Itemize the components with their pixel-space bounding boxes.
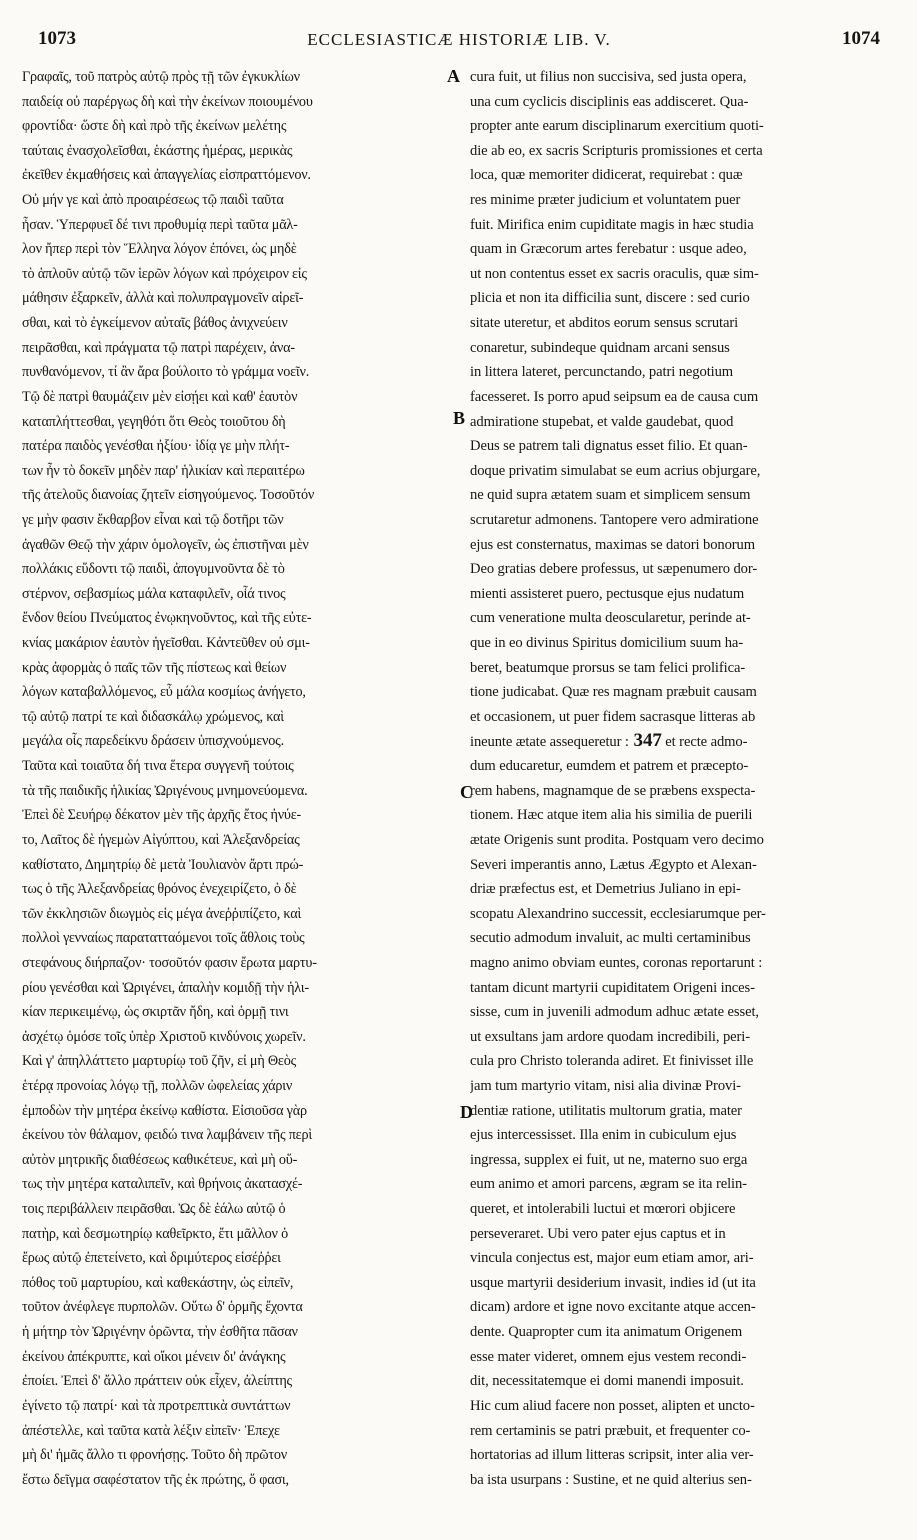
latin-text-line: loca, quæ memoriter didicerat, requirebat : quæ [470,167,743,184]
latin-text-line: Deo gratias debere professus, ut sæpenumero dor- [470,561,758,578]
right-page-number: 1074 [842,28,880,49]
greek-text-line: κρὰς ἀφορμὰς ὁ παῖς τῶν τῆς πίστεως καὶ θείων [22,659,287,676]
latin-text-line: dit, necessitatemque ei domi manendi imposuit. [470,1373,744,1390]
latin-text-line: una cum cyclicis disciplinis eas addisceret. Qua- [470,93,749,110]
greek-text-line: ταύταις ἐνασχολεῖσθαι, ἑκάστης ἡμέρας, μερικὰς [22,142,293,159]
greek-text-line: στεφάνους διήρπαζον· τοσοῦτόν φασιν ἔρωτα μαρτυ- [22,954,317,971]
latin-text-line: admiratione stupebat, et valde gaudebat, quod [470,413,734,430]
greek-text-line: ρίου γενέσθαι καὶ Ὠριγένει, ἁπαλὴν κομιδῇ τὴν ἡλι- [22,979,309,996]
greek-text-line: Καὶ γ' ἀπηλλάττετο μαρτυρίῳ τοῦ ζῆν, εἰ μὴ Θεὸς [22,1053,297,1070]
greek-text-line: μὴ δι' ἡμᾶς ἄλλο τι φρονήσῃς. Τοῦτο δὴ πρῶτον [22,1447,288,1464]
latin-text-line: plicia et non ita difficilia sunt, discere : sed curio [470,290,750,307]
latin-text-line: tionem. Hæc atque item alia his similia de puerili [470,807,753,824]
latin-text-line: ut exsultans jam ardore quodam incredibili, peri- [470,1028,750,1045]
latin-text-line: ejus intercessisset. Illa enim in cubiculum ejus [470,1127,737,1144]
latin-text-line: perseveraret. Ubi vero pater ejus captus et in [470,1225,726,1242]
latin-text-line: et occasionem, ut puer fidem sacrasque litteras ab [470,708,756,725]
greek-text-line: πολλοὶ γενναίως παρατατταόμενοι τοῖς ἄθλοις τοὺς [22,930,305,947]
greek-text-line: Ταῦτα καὶ τοιαῦτα δή τινα ἕτερα συγγενῆ τούτοις [22,758,294,775]
greek-text-line: μάθησιν ἐξαρκεῖν, ἀλλὰ καὶ πολυπραγμονεῖν αἱρεῖ- [22,290,304,307]
latin-text-line: mienti assisteret puero, pectusque ejus nudatum [470,585,745,602]
greek-text-line: ἔστω δεῖγμα σαφέστατον τῆς ἐκ πρώτης, ὅ φασι, [22,1471,289,1488]
greek-text-line: πόθος τοῦ μαρτυρίου, καὶ καθεκάστην, ὡς εἰπεῖν, [22,1274,294,1291]
latin-text-line: res minime præter judicium et voluntatem puer [470,192,741,209]
greek-text-line: κνίας μακάριον ἑαυτὸν ἡγεῖσθαι. Κἀντεῦθεν οὐ σμι- [22,635,310,652]
latin-text-line: rem certaminis se patri præbuit, et frequenter co- [470,1422,751,1439]
latin-text-line: sitate uteretur, et abditos eorum sensus scrutari [470,315,739,332]
greek-text-line: πειρᾶσθαι, καὶ πράγματα τῷ πατρὶ παρέχειν, ἀνα- [22,339,295,356]
greek-text-line: πυνθανόμενον, τί ἂν ἄρα βούλοιτο τὸ γράμμα νοεῖν. [22,364,310,381]
latin-text-line: vincula conjectus est, major eum etiam amor, ari- [470,1250,754,1267]
margin-marker-a: A [447,66,460,86]
latin-text-line: jam tum martyrio vitam, nisi alia divinæ Provi- [470,1077,741,1094]
latin-text-line: scrutaretur admonens. Tantopere vero admiratione [470,511,759,528]
latin-text-line: beret, beatumque prorsus se tam felici prolifica- [470,659,746,676]
greek-text-line: ἀγαθῶν Θεῷ τὴν χάριν ὁμολογεῖν, ὡς ἐπιστῆναι μὲν [22,536,309,553]
latin-text-line: in littera lateret, percunctando, patri negotium [470,364,734,381]
latin-text-line: dentiæ ratione, utilitatis multorum gratia, mater [470,1102,742,1119]
latin-text-line: facesseret. Is porro apud seipsum ea de causa cum [470,388,759,405]
greek-text-line: ἐκείνου τὸν θάλαμον, φειδώ τινα λαμβάνειν τῆς περὶ [22,1127,312,1144]
greek-text-line: Οὐ μήν γε καὶ ἀπὸ προαιρέσεως τῷ παιδὶ ταῦτα [22,192,284,209]
greek-text-line: κίαν περικειμένῳ, ὡς σκιρτᾶν ἤδη, καὶ ὁρμῇ τινι [22,1004,289,1021]
greek-text-line: ἐμποδὼν τὴν μητέρα ἐκείνῳ καθίστα. Εἰσιοῦσα γὰρ [22,1102,307,1119]
latin-text-line: magno animo obviam euntes, coronas reportarunt : [470,954,763,971]
greek-text-line: αὐτὸν μητρικῆς διαθέσεως καθικέτευε, καὶ μὴ οὕ- [22,1151,298,1168]
latin-text-line: usque martyrii desiderium invasit, indies id (ut ita [470,1274,756,1291]
greek-text-line: ἐποίει. Ἐπεὶ δ' ἄλλο πράττειν οὐκ εἶχεν, ἀλείπτης [22,1373,292,1390]
latin-text-line: ba ista usurpans : Sustine, et ne quid alterius sen- [470,1471,752,1488]
latin-text-line: cula pro Christo toleranda adiret. Et finivisset ille [470,1053,754,1070]
margin-marker-d: D [460,1102,473,1122]
inline-page-reference: 347 [628,730,662,752]
greek-text-line: τῆς ἀτελοῦς διανοίας ζητεῖν εἰσηγούμενος. Τοσοῦτόν [22,487,315,504]
greek-text-line: ἀπέστελλε, καὶ ταῦτα κατὰ λέξιν εἰπεῖν· Ἐπεχε [22,1422,280,1439]
greek-text-line: Ἐπεὶ δὲ Σευήρῳ δέκατον μὲν τῆς ἀρχῆς ἔτος ἠνύε- [22,807,302,824]
latin-text-line: die ab eo, ex sacris Scripturis promissiones et certa [470,142,763,159]
greek-text-line: καταπλήττεσθαι, γεγηθότι ὅτι Θεὸς τοιοῦτου δὴ [22,413,286,430]
latin-text-fragment: et recte admo- [661,734,748,751]
running-title: ECCLESIASTICÆ HISTORIÆ LIB. V. [307,30,611,49]
greek-text-line: ἀσχέτῳ ὁμόσε τοῖς ὑπὲρ Χριστοῦ κινδύνοις χωρεῖν. [22,1028,306,1045]
latin-text-line: eum animo et amori parcens, ægram se ita relin- [470,1176,747,1193]
latin-text-column [470,65,895,1492]
latin-text-line: sisse, cum in juvenili admodum adhuc ætate esset, [470,1004,759,1021]
greek-text-line: λον ἤπερ περὶ τὸν Ἕλληνα λόγον ἐπόνει, ὡς μηδὲ [22,241,297,258]
margin-marker-b: B [453,408,466,428]
latin-text-line: queret, et intolerabili luctui et mœrori objicere [470,1201,736,1218]
greek-text-line: ἐγίνετο τῷ πατρί· καὶ τὰ προτρεπτικὰ συντάττων [22,1397,291,1414]
latin-text-line: ne quid supra ætatem suam et simplicem sensum [470,487,751,504]
greek-text-line: λόγων καταβαλλόμενος, εὖ μάλα κοσμίως ἀνήγετο, [22,684,306,701]
greek-text-line: τῶν ἐκκλησιῶν διωγμὸς εἰς μέγα ἀνεῤῥιπίζετο, καὶ [22,905,302,922]
greek-text-line: πατὴρ, καὶ δεσμωτηρίῳ καθεῖρκτο, ἔτι μᾶλλον ὁ [22,1225,288,1242]
greek-text-line: Τῷ δὲ πατρὶ θαυμάζειν μὲν εἰσῄει καὶ καθ' ἑαυτὸν [22,388,298,405]
latin-text-line: ætate Origenis sunt prodita. Postquam vero decimo [470,831,764,848]
greek-text-line: ἦσαν. Ὑπερφυεῖ δέ τινι προθυμίᾳ περὶ ταῦτα μᾶλ- [22,216,298,233]
greek-text-line: πατέρα παιδὸς γενέσθαι ἠξίου· ἰδίᾳ γε μὴν πλήτ- [22,438,290,455]
greek-text-line: γε μὴν φασιν ἔκθαρβον εἶναι καὶ τῷ δοτῆρι τῶν [22,511,284,528]
latin-text-line: conaretur, subindeque quidnam arcani sensus [470,339,730,356]
latin-text-line: tione judicabat. Quæ res magnam præbuit causam [470,684,757,701]
latin-text-line: ingressa, supplex ei fuit, ut ne, materno suo erga [470,1151,748,1168]
latin-text-line: cum veneratione multa deoscularetur, perinde at- [470,610,751,627]
latin-text-line: driæ præfectus est, et Demetrius Juliano in epi- [470,881,741,898]
greek-text-line: τοῦτον ἀνέφλεγε πυρπολῶν. Οὕτω δ' ὁρμῆς ἔχοντα [22,1299,303,1316]
latin-text-line: dente. Quapropter cum ita animatum Origenem [470,1324,743,1341]
latin-text-line: fuit. Mirifica enim cupiditate magis in hæc studia [470,216,754,233]
latin-text-line: ineunte ætate assequeretur : 347 et recte admo- [470,730,748,752]
latin-text-line: esse mater videret, omnem ejus vestem recondi- [470,1348,747,1365]
margin-marker-c: C [460,782,473,802]
greek-text-line: ἑτέρᾳ προνοίας λόγῳ τῇ, πολλῶν ὠφελείας χάριν [22,1077,293,1094]
greek-text-line: τὸ ἁπλοῦν αὐτῷ τῶν ἱερῶν λόγων καὶ πρόχειρον εἰς [22,265,307,282]
latin-text-line: propter ante earum disciplinarum exercitium quoti- [470,118,764,135]
latin-text-line: doque privatim simulabat se eum acrius objurgare, [470,462,761,479]
greek-text-line: στέρνον, σεβασμίως μάλα καταφιλεῖν, οἷά τινος [22,585,286,602]
latin-text-line: cura fuit, ut filius non succisiva, sed justa opera, [470,69,747,85]
greek-text-line: πολλάκις εὕδοντι τῷ παιδὶ, ἀπογυμνοῦντα δὲ τὸ [22,561,285,578]
greek-text-line: ἔρως αὐτῷ ἐπετείνετο, καὶ δριμύτερος εἰσέῤῥει [22,1250,281,1267]
latin-text-line: tantam dicunt martyrii cupiditatem Origeni inces- [470,979,755,996]
greek-text-line: τὰ τῆς παιδικῆς ἡλικίας Ὠριγένους μνημονεύομενα. [22,782,308,799]
latin-text-line: scopatu Alexandrino successit, ecclesiarumque per- [470,905,766,922]
latin-text-line: Severi imperantis anno, Lætus Ægypto et Alexan- [470,856,757,873]
latin-text-line: ejus est consternatus, maximas se datori bonorum [470,536,755,553]
greek-text-line: παιδείᾳ οὐ παρέργως δὴ καὶ τὴν ἐκείνων ποιουμένου [22,93,313,110]
greek-text-line: ἔνδον θείου Πνεύματος ἐνῳκηνοῦντος, καὶ τῆς εὐτε- [22,610,312,627]
greek-text-line: σθαι, καὶ τὸ ἐγκείμενον αὐταῖς βάθος ἀνιχνεύειν [22,315,288,332]
latin-text-line: ut non contentus esset ex sacris oraculis, quæ sim- [470,265,759,282]
greek-text-line: Γραφαῖς, τοῦ πατρὸς αὐτῷ πρὸς τῇ τῶν ἐγκυκλίων [22,69,300,85]
greek-text-line: το, Λαῖτος δὲ ἡγεμὼν Αἰγύπτου, καὶ Ἀλεξανδρείας [22,831,300,848]
latin-text-line: Deus se patrem tali dignatus esset filio. Et quan- [470,438,748,455]
greek-text-line: τῷ αὐτῷ πατρί τε καὶ διδασκάλῳ χρώμενος, καὶ [22,708,284,725]
greek-text-line: ἐκεῖθεν ἐκμαθήσεις καὶ ἀπαγγελίας εἰσπραττόμενον. [22,167,311,184]
greek-text-line: μεγάλα οἷς παρεδείκνυ δράσειν ὑπισχνούμενος. [22,733,284,750]
greek-text-column [22,65,462,1492]
latin-text-line: rem habens, magnamque de se præbens exspecta- [470,782,756,799]
greek-text-line: τοις περιβάλλειν πειρᾶσθαι. Ὡς δὲ ἑάλω αὐτῷ ὁ [22,1201,286,1218]
latin-text-line: dum educaretur, eumdem et patrem et præcepto- [470,758,749,775]
latin-text-line: quam in Græcorum artes ferebatur : usque adeo, [470,241,747,258]
latin-text-line: secutio admodum invaluit, ac multi certaminibus [470,930,751,947]
greek-text-line: τως ὁ τῆς Ἀλεξανδρείας θρόνος ἐνεχειρίζετο, ὁ δὲ [22,881,297,898]
greek-text-line: φροντίδα· ὥστε δὴ καὶ πρὸ τῆς ἐκείνων μελέτης [22,118,287,135]
latin-text-line: que in eo divinus Spiritus domicilium suum ha- [470,635,744,652]
latin-text-line: hortatorias ad illum litteras scripsit, inter alia ver- [470,1447,754,1464]
left-page-number: 1073 [38,28,76,49]
greek-text-line: ἡ μήτηρ τὸν Ὠριγένην ὁρῶντα, τὴν ἐσθῆτα πᾶσαν [22,1324,298,1341]
latin-text-line: dicam) ardore et igne novo excitante atque accen- [470,1299,756,1316]
greek-text-line: των ἦν τὸ δοκεῖν μηδὲν παρ' ἡλικίαν καὶ περαιτέρω [22,462,305,479]
greek-text-line: ἐκείνου ἀπέκρυπτε, καὶ οἴκοι μένειν δι' ἀνάγκης [22,1348,286,1365]
latin-text-line: Hic cum aliud facere non posset, alipten et uncto- [470,1397,755,1414]
greek-text-line: τως τὴν μητέρα καταλιπεῖν, καὶ θρήνοις ἀκατασχέ- [22,1176,303,1193]
greek-text-line: καθίστατο, Δημητρίῳ δὲ μετὰ Ἰουλιανὸν ἄρτι πρώ- [22,856,304,873]
page-header [38,28,880,56]
